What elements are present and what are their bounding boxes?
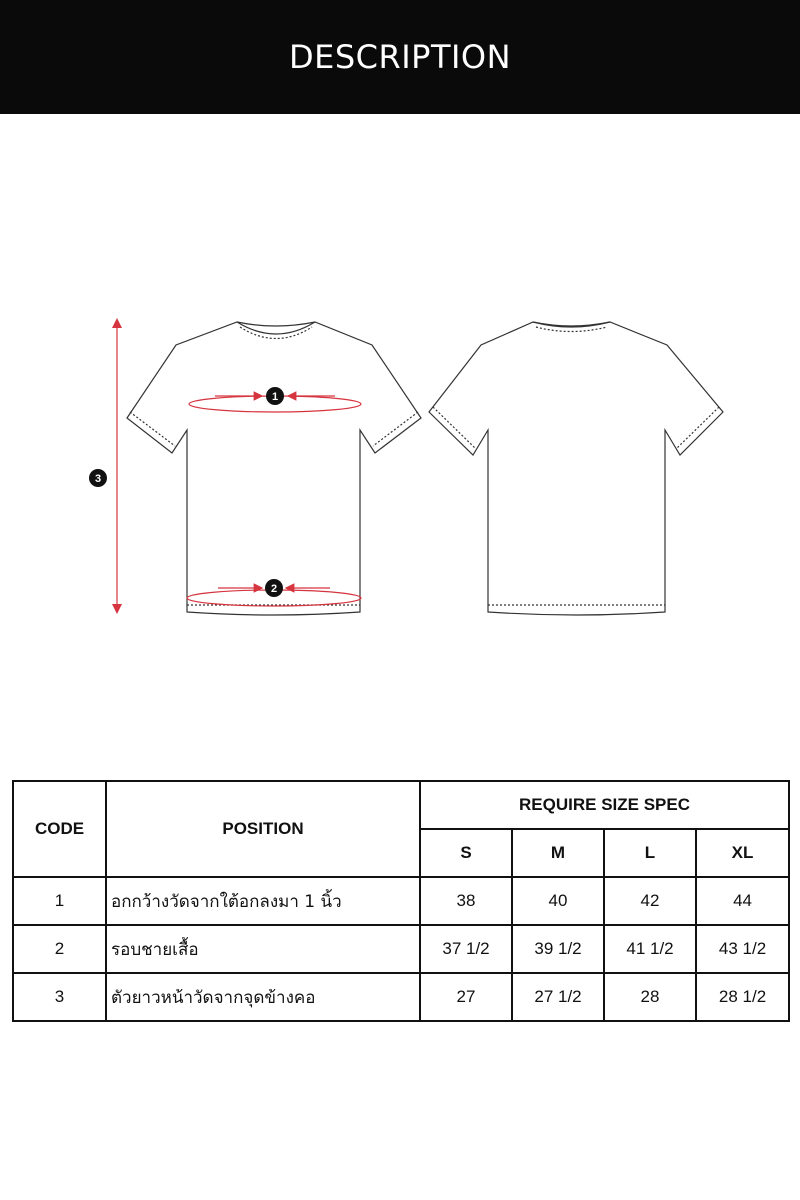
row-value-s: 37 1/2 xyxy=(420,925,512,973)
size-spec-header: REQUIRE SIZE SPEC xyxy=(420,781,789,829)
svg-text:1: 1 xyxy=(271,391,279,403)
row-value-m: 40 xyxy=(512,877,604,925)
length-measure-line xyxy=(112,318,122,614)
table-row xyxy=(13,973,789,1021)
code-header: CODE xyxy=(13,781,106,877)
row-value-m: 27 1/2 xyxy=(512,973,604,1021)
row-value-xl: 43 1/2 xyxy=(696,925,789,973)
row-value-l: 28 xyxy=(604,973,696,1021)
page-title: DESCRIPTION xyxy=(288,38,512,76)
back-tshirt xyxy=(429,322,723,615)
marker-1 xyxy=(266,387,284,405)
front-tshirt xyxy=(127,322,421,615)
table-row xyxy=(13,925,789,973)
size-header-m: M xyxy=(512,829,604,877)
tshirt-measurement-diagram xyxy=(0,300,800,630)
size-spec-table xyxy=(12,780,790,1022)
row-value-m: 39 1/2 xyxy=(512,925,604,973)
row-code: 2 xyxy=(13,925,106,973)
row-value-l: 42 xyxy=(604,877,696,925)
table-row xyxy=(13,877,789,925)
row-value-s: 27 xyxy=(420,973,512,1021)
row-code: 1 xyxy=(13,877,106,925)
svg-text:3: 3 xyxy=(94,473,102,485)
row-value-xl: 44 xyxy=(696,877,789,925)
table-header-row xyxy=(13,781,789,829)
size-header-l: L xyxy=(604,829,696,877)
marker-2 xyxy=(265,579,283,597)
row-value-xl: 28 1/2 xyxy=(696,973,789,1021)
header-bar xyxy=(0,0,800,114)
row-position: อกกว้างวัดจากใต้อกลงมา 1 นิ้ว xyxy=(106,877,420,925)
row-position: ตัวยาวหน้าวัดจากจุดข้างคอ xyxy=(106,973,420,1021)
row-value-l: 41 1/2 xyxy=(604,925,696,973)
row-value-s: 38 xyxy=(420,877,512,925)
svg-text:2: 2 xyxy=(270,583,278,595)
position-header: POSITION xyxy=(106,781,420,877)
row-code: 3 xyxy=(13,973,106,1021)
size-header-s: S xyxy=(420,829,512,877)
size-header-xl: XL xyxy=(696,829,789,877)
marker-3 xyxy=(89,469,107,487)
row-position: รอบชายเสื้อ xyxy=(106,925,420,973)
